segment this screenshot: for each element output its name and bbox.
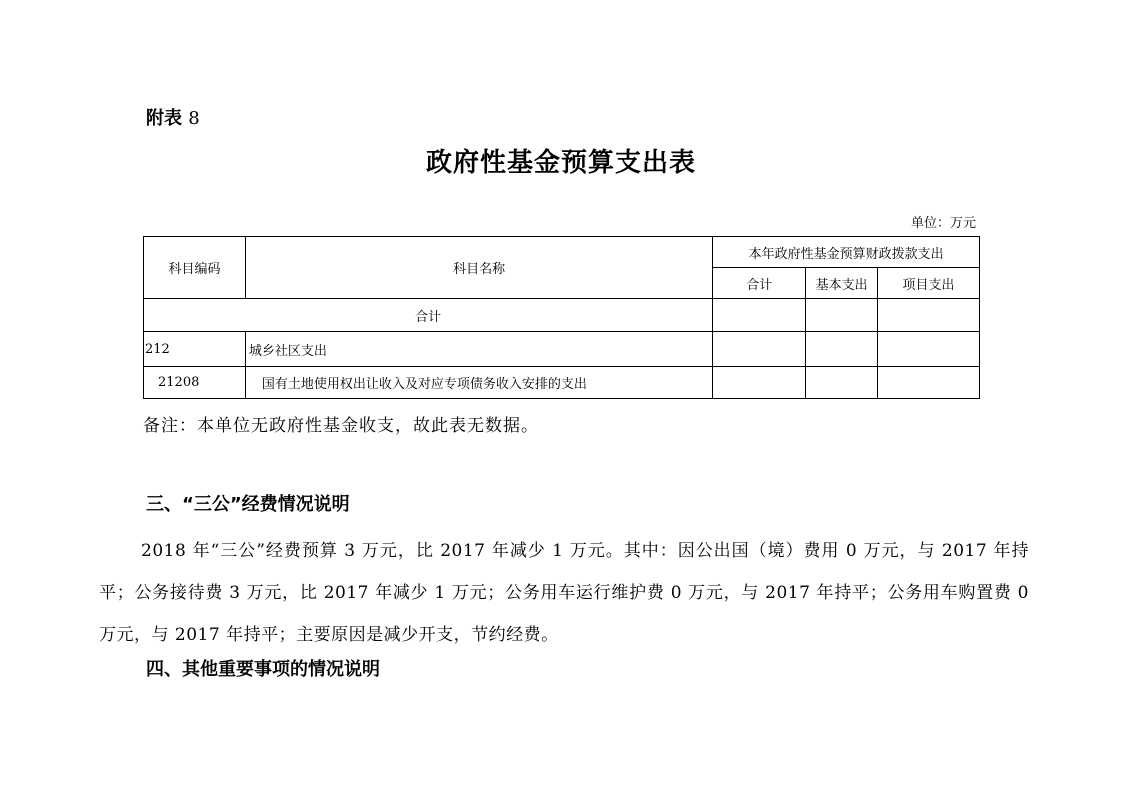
budget-table [143, 236, 980, 399]
header-code: 科目编码 [144, 237, 246, 299]
header-project: 项目支出 [878, 268, 980, 299]
total-cell-basic [806, 299, 878, 332]
page-title: 政府性基金预算支出表 [425, 148, 696, 178]
total-cell-project [878, 299, 980, 332]
header-group: 本年政府性基金预算财政拨款支出 [713, 237, 980, 268]
table-note: 备注：本单位无政府性基金收支，故此表无数据。 [143, 416, 539, 436]
header-row-1 [144, 237, 980, 268]
unit-label: 单位：万元 [910, 216, 976, 231]
total-row [144, 299, 980, 332]
row-total [713, 367, 806, 399]
attachment-prefix: 附表 [146, 108, 182, 129]
row-total [713, 332, 806, 367]
row-project [878, 332, 980, 367]
row-project [878, 367, 980, 399]
header-basic: 基本支出 [806, 268, 878, 299]
row-name: 城乡社区支出 [245, 332, 712, 367]
row-basic [806, 332, 878, 367]
row-basic [806, 367, 878, 399]
attachment-label [146, 104, 200, 130]
section-4-heading: 四、其他重要事项的情况说明 [146, 659, 380, 680]
table-row [144, 332, 980, 367]
row-code: 21208 [144, 367, 246, 399]
header-total: 合计 [713, 268, 806, 299]
total-cell-total [713, 299, 806, 332]
section-3-heading: 三、“三公”经费情况说明 [146, 494, 350, 515]
total-row-label: 合计 [144, 299, 713, 332]
table-row [144, 367, 980, 399]
header-name: 科目名称 [245, 237, 712, 299]
row-code: 212 [144, 332, 246, 367]
attachment-number: 8 [188, 108, 200, 129]
section-3-paragraph: 2018 年“三公”经费预算 3 万元，比 2017 年减少 1 万元。其中：因公出国（境）费用 0 万元，与 2017 年持平；公务接待费 3 万元，比 2017 年减少 1 万元；公务用车运行维护费 0 万元，与 2017 年持平；公务用车购置费 0 万元，与 2017 年持平；主要原因是减少开支，节约经费。 [99, 541, 1029, 645]
row-name: 国有土地使用权出让收入及对应专项债务收入安排的支出 [245, 367, 712, 399]
